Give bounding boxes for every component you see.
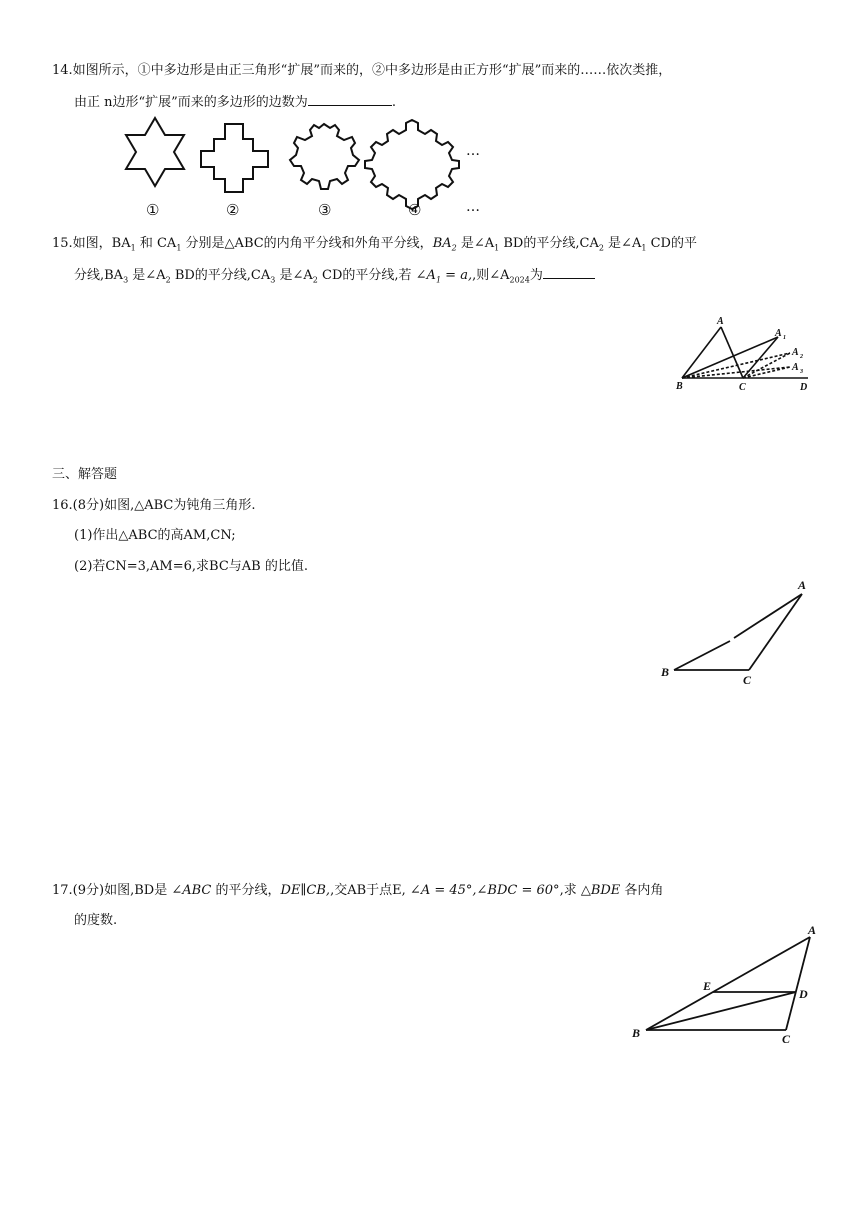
q15-sub: 2024 [509,275,530,285]
q15-text: 是∠A [603,236,642,251]
hexagram-shape [126,118,184,186]
q15-sub: 2 [165,275,171,285]
q15-sub: 2 [451,243,457,253]
q15-text: BD的平分线,CA [499,236,599,251]
q17-label-D: D [799,987,808,1001]
q15-sub: 1 [435,275,442,285]
q16-part1: (1)作出△ABC的高AM,CN; [74,528,236,543]
q16-label-B: B [661,665,670,679]
q14-label-1: ① [146,201,160,219]
q15-text: BD的平分线,CA [170,268,271,283]
q17-text: 17.(9分)如图,BD是 [52,883,172,898]
q15-label-A: A [717,316,724,327]
q15-text: CD的平分线,若 [317,268,416,283]
q14-line1: 14.如图所示，①中多边形是由正三角形“扩展”而来的，②中多边形是由正方形“扩展”而来的……依次类推， [52,63,672,78]
q17-text: ,求 [559,883,581,898]
q15-math: BA [432,236,452,251]
q15-label-A2-sub: 2 [800,354,803,360]
q15-sub: 3 [270,275,276,285]
q14-label-2: ② [226,201,240,219]
q15-text: CD的平 [646,236,697,251]
q15-sub: 2 [598,243,604,253]
q15-math: ∠A [415,268,436,283]
q16-label-C: C [743,673,752,687]
q17-label-C: C [782,1032,791,1046]
q16-figure [652,572,822,692]
q16-part2: (2)若CN=3,AM=6,求BC与AB 的比值. [74,559,308,574]
q15-label-A2: A [792,347,799,358]
q16-label-A: A [798,578,807,592]
q15-label-A3: A [792,362,799,373]
q15-text: 分别是△ABC的内角平分线和外角平分线， [181,236,433,251]
q15-line2 [74,266,595,291]
expanded-square-shape [201,124,268,192]
q17-line1 [52,881,663,901]
q17-text: 的平分线， [211,883,281,898]
expanded-hexagon-shape [365,120,459,209]
q14-label-3: ③ [318,201,332,219]
q15-sub: 1 [176,243,182,253]
q17-figure [624,918,824,1048]
q15-text: 分线,BA [74,268,124,283]
q14-line2-text: 由正 n边形“扩展”而来的多边形的边数为 [74,95,308,110]
q14-label-4: ④ [408,201,422,219]
q15-label-A1-sub: 1 [783,335,786,341]
q17-text: ,交AB于点E, [330,883,410,898]
q15-label-D: D [800,382,808,393]
q15-figure [672,312,822,396]
q17-line2: 的度数. [74,913,118,928]
q15-sub: 1 [641,243,647,253]
q17-math: △BDE [580,883,621,898]
q14-ellipsis-bottom: … [466,199,480,215]
q15-text: 是∠A [275,268,313,283]
q15-label-B: B [676,381,683,392]
q15-text: 是∠A [128,268,166,283]
q17-label-E: E [703,979,712,993]
q17-text: 各内角 [620,883,664,898]
q14-answer-blank [308,105,392,106]
q15-sub: 1 [494,243,500,253]
q17-math: ∠ABC [171,883,212,898]
q15-text: ,则∠A [472,268,510,283]
q15-sub: 2 [312,275,318,285]
q15-text: 和 CA [135,236,177,251]
q17-math: ∠A = 45°,∠BDC = 60° [409,883,560,898]
q15-sub: 1 [130,243,136,253]
q15-text: 为 [529,268,543,283]
q16-stem: 16.(8分)如图,△ABC为钝角三角形. [52,498,256,513]
q17-label-A: A [808,923,817,937]
q17-label-B: B [632,1026,641,1040]
q17-math: DE∥CB, [280,883,331,898]
q14-ellipsis-top: … [466,143,480,159]
q15-label-A3-sub: 3 [800,369,803,375]
q14-figures [110,112,500,220]
q15-label-A1: A [775,328,782,339]
q14-line2 [74,93,396,113]
q15-answer-blank [543,278,595,279]
q15-math: = a, [441,268,473,283]
q15-sub: 3 [123,275,129,285]
q15-text: 是∠A [456,236,495,251]
section-heading: 三、解答题 [52,467,118,482]
q15-label-C: C [739,382,746,393]
q14-end: . [391,95,396,110]
q15-text: 15.如图，BA [52,236,131,251]
q15-line1 [52,234,697,259]
expanded-pentagon-shape [290,124,359,189]
